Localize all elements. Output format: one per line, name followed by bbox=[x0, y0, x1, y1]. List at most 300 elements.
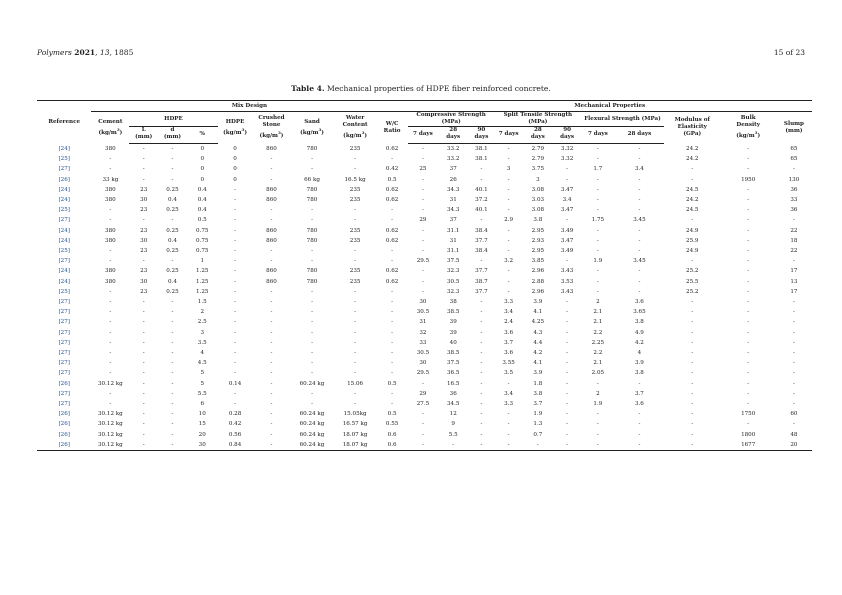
table-cell: 29 bbox=[419, 390, 427, 397]
table-caption-text: Mechanical properties of HDPE fiber reinforced concrete. bbox=[327, 84, 551, 93]
table-cell: - bbox=[638, 176, 641, 183]
table-cell: - bbox=[421, 176, 424, 183]
table-cell: 0.25 bbox=[166, 227, 179, 234]
table-cell: 0.5 bbox=[387, 176, 397, 183]
table-cell: 3.47 bbox=[560, 237, 574, 244]
table-cell: - bbox=[638, 431, 641, 438]
table-cell: - bbox=[391, 217, 394, 224]
table-cell: 860 bbox=[266, 268, 277, 275]
table-cell: 6 bbox=[200, 401, 204, 408]
reference-link[interactable]: [24] bbox=[58, 227, 70, 234]
table-cell: 30 bbox=[187, 440, 218, 451]
table-cell: 10 bbox=[198, 411, 206, 418]
table-cell: 22 bbox=[790, 248, 798, 255]
table-cell: - bbox=[691, 339, 694, 346]
table-cell: - bbox=[354, 156, 357, 163]
table-cell: 15 bbox=[198, 421, 206, 428]
table-cell: 15.05kg bbox=[343, 411, 367, 418]
table-cell: - bbox=[311, 166, 313, 173]
table-cell: - bbox=[421, 421, 424, 428]
table-cell: 12 bbox=[449, 411, 457, 418]
table-cell: - bbox=[171, 176, 174, 183]
table-cell: 0.6 bbox=[377, 440, 408, 451]
table-cell: - bbox=[691, 431, 694, 438]
reference-link[interactable]: [25] bbox=[58, 207, 70, 214]
table-cell: 2.79 bbox=[531, 146, 545, 152]
table-cell: 30.12 kg bbox=[97, 380, 123, 387]
table-cell: 4.1 bbox=[533, 360, 543, 367]
table-cell: 860 bbox=[266, 186, 277, 193]
table-cell: 130 bbox=[788, 176, 800, 183]
table-label: Table 4. bbox=[291, 84, 325, 93]
table-cell: 4.3 bbox=[533, 329, 543, 336]
table-cell: 29.5 bbox=[416, 258, 430, 265]
reference-link[interactable]: [27] bbox=[58, 309, 70, 316]
table-cell: - bbox=[391, 319, 394, 326]
table-cell: - bbox=[480, 421, 483, 428]
journal-volume: 13 bbox=[99, 48, 110, 57]
reference-link[interactable]: [25] bbox=[58, 288, 70, 295]
table-cell: - bbox=[596, 248, 599, 255]
table-cell: - bbox=[142, 217, 145, 224]
table-cell: - bbox=[566, 299, 569, 306]
table-cell: - bbox=[234, 350, 236, 357]
table-cell: - bbox=[270, 309, 273, 316]
reference-link[interactable]: [26] bbox=[58, 176, 70, 183]
table-cell: - bbox=[391, 248, 394, 255]
col-hdpe-diameter: d (mm) bbox=[158, 127, 187, 144]
col-cement: Cement $(kg/m^3)$ bbox=[98, 118, 123, 136]
reference-link[interactable]: [27] bbox=[58, 401, 70, 408]
col-flex-7: 7 days bbox=[581, 127, 615, 144]
reference-link[interactable]: [26] bbox=[37, 440, 91, 451]
table-cell: 38.5 bbox=[446, 309, 460, 316]
table-caption bbox=[0, 84, 842, 93]
table-cell: - bbox=[171, 156, 174, 163]
table-cell: - bbox=[480, 217, 483, 224]
table-cell: - bbox=[171, 380, 174, 387]
table-cell: 3.49 bbox=[560, 248, 574, 255]
table-cell: 34.5 bbox=[446, 401, 460, 408]
table-cell: - bbox=[171, 350, 174, 357]
table-cell: 4.2 bbox=[634, 339, 644, 346]
table-cell: - bbox=[311, 258, 313, 265]
table-cell: 33 bbox=[419, 339, 427, 346]
table-cell: 30.5 bbox=[416, 309, 430, 316]
table-cell: 1 bbox=[200, 258, 204, 265]
table-cell: - bbox=[270, 156, 273, 163]
table-cell: 23 bbox=[140, 207, 148, 214]
table-cell: 2.2 bbox=[593, 350, 603, 357]
table-cell: - bbox=[109, 360, 112, 367]
table-cell: - bbox=[480, 319, 483, 326]
table-row bbox=[37, 317, 812, 327]
table-row bbox=[37, 368, 812, 378]
table-cell: - bbox=[480, 360, 483, 367]
table-cell: - bbox=[507, 176, 510, 183]
table-cell: 780 bbox=[306, 197, 318, 204]
table-cell: - bbox=[747, 380, 750, 387]
table-cell: 4.5 bbox=[197, 360, 207, 367]
table-cell: 5.5 bbox=[448, 431, 458, 438]
table-cell: - bbox=[747, 227, 750, 234]
table-cell: 1.9 bbox=[593, 401, 603, 408]
table-cell: 0.56 bbox=[228, 431, 242, 438]
table-cell: - bbox=[311, 339, 313, 346]
table-cell: 780 bbox=[306, 268, 318, 275]
table-cell: 860 bbox=[266, 227, 277, 234]
table-cell: - bbox=[747, 288, 750, 295]
table-cell: - bbox=[109, 299, 112, 306]
table-cell: - bbox=[747, 319, 750, 326]
table-cell: - bbox=[311, 329, 313, 336]
table-cell: 38.7 bbox=[475, 278, 488, 285]
table-cell: 2.05 bbox=[591, 370, 605, 377]
table-cell: 1.25 bbox=[195, 268, 209, 275]
table-cell: 48 bbox=[790, 431, 798, 438]
table-cell: - bbox=[480, 370, 483, 377]
table-cell: - bbox=[142, 299, 145, 306]
table-cell: 31.1 bbox=[446, 248, 460, 255]
table-cell: - bbox=[234, 237, 236, 244]
table-cell: - bbox=[566, 390, 569, 397]
group-flexural: Flexural Strength (MPa) bbox=[581, 112, 664, 127]
table-row bbox=[37, 409, 812, 419]
reference-link[interactable]: [24] bbox=[58, 237, 70, 244]
reference-link[interactable]: [26] bbox=[58, 380, 70, 387]
table-row bbox=[37, 297, 812, 307]
table-row bbox=[37, 348, 812, 358]
table-cell: - bbox=[691, 380, 694, 387]
table-cell: - bbox=[142, 309, 145, 316]
table-cell: - bbox=[747, 197, 750, 204]
reference-link[interactable]: [27] bbox=[58, 370, 70, 377]
table-cell: - bbox=[638, 156, 641, 163]
table-cell: 2.1 bbox=[593, 360, 603, 367]
table-cell: 3.65 bbox=[633, 309, 646, 316]
table-cell: - bbox=[793, 217, 795, 224]
table-cell: 0 bbox=[200, 146, 204, 152]
table-cell: - bbox=[793, 350, 795, 357]
table-cell: - bbox=[596, 197, 599, 204]
col-hdpe-percent: % bbox=[187, 127, 218, 144]
table-cell: - bbox=[638, 268, 641, 275]
table-cell: - bbox=[270, 350, 273, 357]
table-cell: - bbox=[171, 370, 174, 377]
table-row bbox=[37, 419, 812, 429]
col-slump: Slump (mm) bbox=[783, 120, 804, 134]
table-cell: - bbox=[354, 319, 357, 326]
table-cell: - bbox=[480, 431, 483, 438]
table-cell: 0.62 bbox=[385, 186, 399, 193]
table-cell: 0.62 bbox=[385, 268, 399, 275]
table-cell: - bbox=[234, 258, 236, 265]
table-cell: 2.79 bbox=[531, 156, 545, 163]
table-cell: 4.4 bbox=[533, 339, 543, 346]
table-cell: 0 bbox=[200, 166, 204, 173]
table-cell: - bbox=[311, 309, 313, 316]
table-cell: - bbox=[311, 248, 313, 255]
table-cell: 26 bbox=[449, 176, 457, 183]
table-cell: - bbox=[507, 207, 510, 214]
table-cell: - bbox=[615, 440, 664, 451]
table-cell: - bbox=[391, 207, 394, 214]
table-cell: - bbox=[142, 370, 145, 377]
table-cell: - bbox=[566, 166, 569, 173]
table-cell: - bbox=[566, 258, 569, 265]
table-cell: - bbox=[691, 299, 694, 306]
reference-link[interactable]: [27] bbox=[58, 258, 70, 265]
table-cell: - bbox=[566, 421, 569, 428]
reference-link[interactable]: [27] bbox=[58, 350, 70, 357]
table-cell: 1.7 bbox=[593, 166, 603, 173]
table-cell: - bbox=[566, 380, 569, 387]
reference-link[interactable]: [27] bbox=[58, 299, 70, 306]
table-cell: 3.45 bbox=[633, 217, 646, 224]
table-cell: 1950 bbox=[741, 176, 756, 183]
reference-link[interactable]: [27] bbox=[58, 319, 70, 326]
col-comp-28: 28 days bbox=[438, 127, 468, 144]
table-cell: 3.32 bbox=[560, 156, 574, 163]
table-cell: - bbox=[596, 380, 599, 387]
col-water-content: Water Content $(kg/m^3)$ bbox=[342, 115, 368, 140]
table-cell: 3.03 bbox=[531, 197, 545, 204]
table-cell: - bbox=[480, 309, 483, 316]
table-cell: - bbox=[270, 299, 273, 306]
table-cell: - bbox=[354, 339, 357, 346]
table-cell: 34.3 bbox=[446, 207, 460, 214]
table-cell: 0.28 bbox=[228, 411, 242, 418]
table-cell: - bbox=[793, 380, 795, 387]
table-cell: - bbox=[507, 186, 510, 193]
table-cell: - bbox=[234, 278, 236, 285]
table-cell: 30.12 kg bbox=[97, 411, 123, 418]
table-cell: 2.88 bbox=[531, 278, 545, 285]
table-cell: - bbox=[234, 319, 236, 326]
table-cell: - bbox=[747, 360, 750, 367]
table-cell: - bbox=[354, 401, 357, 408]
table-cell: 60.24 kg bbox=[290, 440, 333, 451]
reference-link[interactable]: [27] bbox=[58, 390, 70, 397]
table-cell: - bbox=[109, 166, 112, 173]
table-cell: 34.3 bbox=[446, 186, 460, 193]
table-cell: - bbox=[171, 421, 174, 428]
table-cell: 2.2 bbox=[593, 329, 603, 336]
reference-link[interactable]: [24] bbox=[58, 197, 70, 204]
reference-link[interactable]: [26] bbox=[58, 431, 70, 438]
table-cell: - bbox=[747, 278, 750, 285]
table-cell: 0.62 bbox=[385, 227, 399, 234]
table-cell: 3.7 bbox=[533, 401, 543, 408]
table-cell: 24.2 bbox=[686, 197, 699, 204]
table-cell: 4 bbox=[200, 350, 204, 357]
table-cell: - bbox=[234, 370, 236, 377]
table-cell: - bbox=[142, 360, 145, 367]
table-cell: - bbox=[421, 207, 424, 214]
table-cell: 3.43 bbox=[560, 268, 574, 275]
reference-link[interactable]: [25] bbox=[58, 248, 70, 255]
table-cell: - bbox=[311, 401, 313, 408]
table-cell: 1.25 bbox=[195, 288, 209, 295]
reference-link[interactable]: [24] bbox=[58, 145, 70, 152]
table-cell: 1.9 bbox=[593, 258, 603, 265]
table-cell: - bbox=[109, 248, 112, 255]
table-cell: 36 bbox=[790, 186, 798, 193]
table-cell: 37 bbox=[449, 217, 457, 224]
table-cell: 27.5 bbox=[416, 401, 430, 408]
reference-link[interactable]: [26] bbox=[58, 421, 70, 428]
table-cell: 4 bbox=[637, 350, 642, 357]
table-cell: - bbox=[596, 227, 599, 234]
table-cell: 37.7 bbox=[475, 237, 488, 244]
reference-link[interactable]: [25] bbox=[58, 156, 70, 163]
table-cell: 65 bbox=[790, 156, 798, 163]
table-cell: 0 bbox=[233, 166, 237, 173]
table-cell: - bbox=[566, 370, 569, 377]
table-cell: - bbox=[691, 401, 694, 408]
table-cell: - bbox=[142, 431, 145, 438]
col-split-90: 90 days bbox=[553, 127, 581, 144]
table-cell: - bbox=[596, 156, 599, 163]
col-hdpe-length: L (mm) bbox=[129, 127, 158, 144]
table-cell: 24.2 bbox=[686, 145, 699, 152]
table-cell: - bbox=[507, 227, 510, 234]
col-sand: Sand $(kg/m^3)$ bbox=[300, 118, 324, 136]
table-cell: 380 bbox=[105, 237, 116, 244]
table-cell: 37 bbox=[449, 166, 457, 173]
table-cell: - bbox=[270, 421, 273, 428]
page-number: 15 of 23 bbox=[773, 48, 805, 57]
table-cell: - bbox=[421, 268, 424, 275]
table-cell: - bbox=[507, 237, 510, 244]
table-cell: - bbox=[747, 401, 750, 408]
table-cell: - bbox=[507, 411, 510, 418]
table-cell: - bbox=[142, 319, 145, 326]
table-cell: 33 kg bbox=[102, 176, 119, 183]
table-cell: 32.3 bbox=[446, 288, 460, 295]
table-cell: - bbox=[142, 390, 145, 397]
table-row bbox=[37, 307, 812, 317]
table-cell: 3.4 bbox=[504, 309, 514, 316]
table-cell: - bbox=[553, 440, 581, 451]
table-cell: - bbox=[793, 339, 795, 346]
table-cell: - bbox=[691, 360, 694, 367]
table-cell: - bbox=[638, 288, 641, 295]
table-cell: - bbox=[596, 268, 599, 275]
table-cell: 30.5 bbox=[446, 278, 460, 285]
table-cell: 235 bbox=[349, 237, 361, 244]
col-comp-7: 7 days bbox=[408, 127, 439, 144]
table-cell: 32 bbox=[419, 329, 427, 336]
table-cell: 36.5 bbox=[446, 370, 460, 377]
table-cell: - bbox=[311, 156, 313, 163]
table-cell: 40.1 bbox=[475, 207, 488, 214]
col-bulk-density: Bulk Density $(kg/m^3)$ bbox=[736, 115, 761, 140]
table-cell: 25 bbox=[419, 166, 427, 173]
table-cell: 2.9 bbox=[504, 217, 514, 224]
table-cell: - bbox=[581, 440, 615, 451]
table-cell: - bbox=[793, 166, 795, 173]
group-compressive: Compressive Strength (MPa) bbox=[408, 112, 495, 127]
table-cell: - bbox=[596, 186, 599, 193]
table-cell: - bbox=[270, 370, 273, 377]
table-cell: - bbox=[109, 156, 112, 163]
reference-link[interactable]: [24] bbox=[58, 186, 70, 193]
table-cell: - bbox=[793, 390, 795, 397]
table-cell: 3.7 bbox=[504, 339, 514, 346]
reference-link[interactable]: [27] bbox=[58, 166, 70, 173]
table-cell: 30 bbox=[419, 360, 427, 367]
reference-link[interactable]: [24] bbox=[58, 268, 70, 275]
table-cell: - bbox=[354, 370, 357, 377]
table-cell: 18.07 kg bbox=[334, 440, 377, 451]
table-cell: 0.4 bbox=[197, 207, 207, 214]
table-cell: - bbox=[109, 339, 112, 346]
table-cell: - bbox=[311, 299, 313, 306]
table-cell: - bbox=[596, 176, 599, 183]
table-cell: - bbox=[638, 197, 641, 204]
table-cell: - bbox=[747, 339, 750, 346]
table-cell: 1677 bbox=[720, 440, 775, 451]
table-cell: - bbox=[311, 207, 313, 214]
table-cell: - bbox=[793, 309, 795, 316]
table-cell: - bbox=[747, 329, 750, 336]
table-cell: 2.95 bbox=[531, 227, 545, 234]
table-row bbox=[37, 399, 812, 409]
reference-link[interactable]: [24] bbox=[58, 278, 70, 285]
table-cell: 38.5 bbox=[446, 350, 460, 357]
table-cell: - bbox=[354, 248, 357, 255]
table-cell: - bbox=[507, 288, 510, 295]
table-cell: 0.25 bbox=[166, 288, 179, 295]
table-cell: - bbox=[638, 248, 641, 255]
table-cell: 16.5 bbox=[446, 380, 460, 387]
group-split-tensile: Split Tensile Strength (MPa) bbox=[495, 112, 581, 127]
reference-link[interactable]: [27] bbox=[58, 217, 70, 224]
table-cell: - bbox=[480, 401, 483, 408]
table-cell: - bbox=[421, 146, 424, 152]
reference-link[interactable]: [27] bbox=[58, 360, 70, 367]
table-cell: 3.4 bbox=[562, 197, 572, 204]
table-cell: 30.12 kg bbox=[91, 440, 129, 451]
table-cell: - bbox=[234, 197, 236, 204]
table-cell: 18 bbox=[790, 237, 798, 244]
table-cell: 2 bbox=[596, 299, 600, 306]
table-cell: 2.25 bbox=[591, 339, 605, 346]
table-cell: 40 bbox=[449, 339, 457, 346]
table-cell: 3.9 bbox=[533, 370, 543, 377]
table-cell: 380 bbox=[105, 268, 116, 275]
table-cell: 2 bbox=[596, 390, 600, 397]
table-cell: - bbox=[638, 421, 641, 428]
table-cell: 38 bbox=[449, 299, 457, 306]
table-cell: - bbox=[747, 166, 750, 173]
table-cell: 60.24 kg bbox=[299, 431, 325, 438]
table-cell: 31 bbox=[449, 197, 457, 204]
col-split-7: 7 days bbox=[495, 127, 523, 144]
reference-link[interactable]: [27] bbox=[58, 329, 70, 336]
table-cell: 0 bbox=[233, 176, 237, 183]
table-cell: - bbox=[391, 390, 394, 397]
table-cell: 37.2 bbox=[475, 197, 488, 204]
table-cell: 23 bbox=[140, 248, 148, 255]
table-cell: 30 bbox=[140, 197, 148, 204]
reference-link[interactable]: [26] bbox=[58, 411, 70, 418]
table-cell: - bbox=[566, 176, 569, 183]
table-cell: 2.95 bbox=[531, 248, 545, 255]
table-cell: - bbox=[354, 350, 357, 357]
reference-link[interactable]: [27] bbox=[58, 339, 70, 346]
